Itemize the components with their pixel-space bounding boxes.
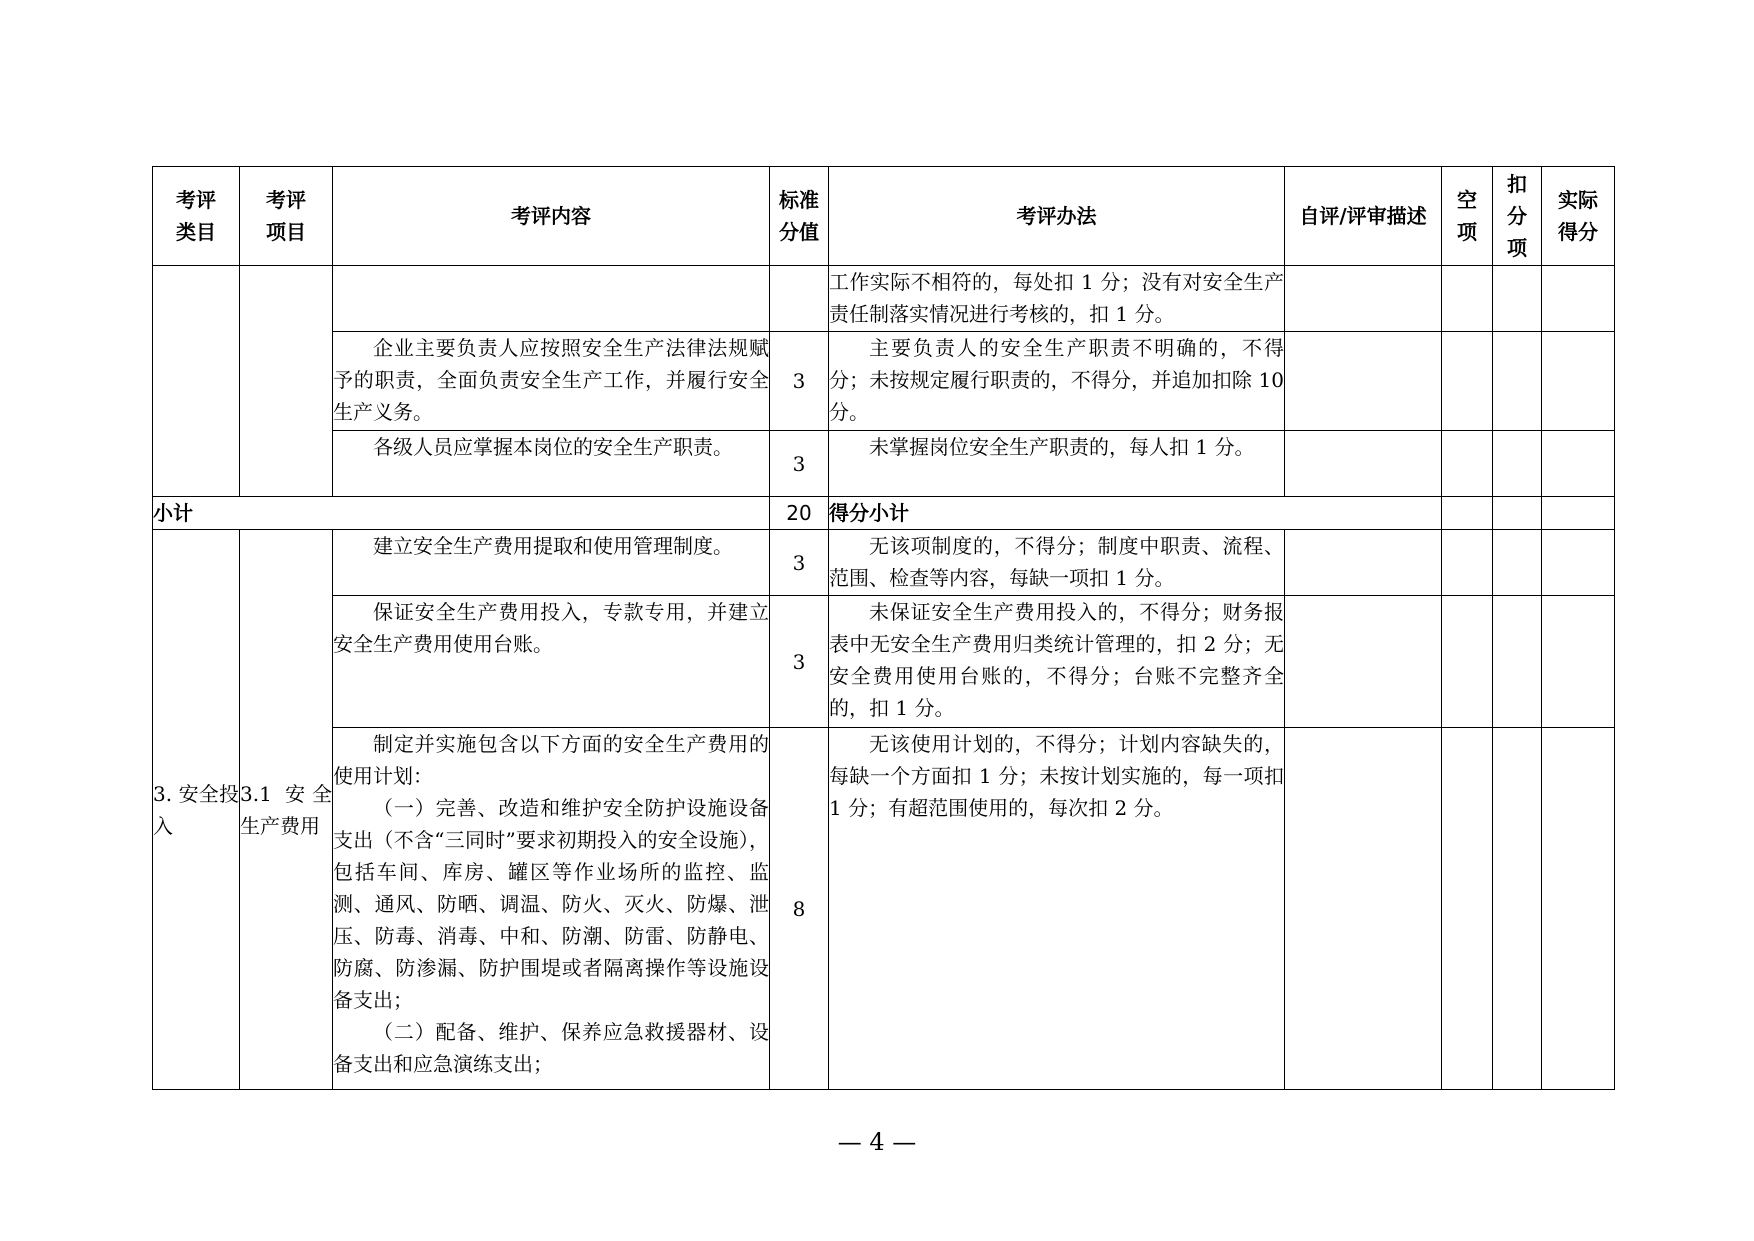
deduction-cell <box>1493 497 1542 530</box>
empty-item-cell <box>1442 332 1493 431</box>
deduction-cell <box>1493 332 1542 431</box>
content-cell: 建立安全生产费用提取和使用管理制度。 <box>333 530 770 596</box>
category-cell-prev <box>153 266 240 497</box>
deduction-cell <box>1493 596 1542 728</box>
deduction-cell <box>1493 266 1542 332</box>
self-review-cell <box>1285 332 1442 431</box>
header-actual-score: 实际得分 <box>1542 167 1615 266</box>
content-cell: 企业主要负责人应按照安全生产法律法规赋予的职责，全面负责安全生产工作，并履行安全生产义务。 <box>333 332 770 431</box>
score-cell: 3 <box>770 530 829 596</box>
self-review-cell <box>1285 728 1442 1090</box>
evaluation-table <box>152 166 1615 1090</box>
subtotal-method-label: 得分小计 <box>829 497 1442 530</box>
page-number: — 4 — <box>837 1128 917 1156</box>
header-method: 考评办法 <box>829 167 1285 266</box>
actual-score-cell <box>1542 530 1615 596</box>
header-deduction: 扣分项 <box>1493 167 1542 266</box>
score-cell <box>770 266 829 332</box>
self-review-cell <box>1285 431 1442 497</box>
score-cell: 8 <box>770 728 829 1090</box>
score-cell: 3 <box>770 431 829 497</box>
empty-item-cell <box>1442 266 1493 332</box>
deduction-cell <box>1493 530 1542 596</box>
subtotal-row <box>153 497 1615 530</box>
header-self-review: 自评/评审描述 <box>1285 167 1442 266</box>
header-content: 考评内容 <box>333 167 770 266</box>
actual-score-cell <box>1542 332 1615 431</box>
table-row <box>153 266 1615 332</box>
actual-score-cell <box>1542 431 1615 497</box>
header-score: 标准分值 <box>770 167 829 266</box>
subtotal-label: 小计 <box>153 497 770 530</box>
method-cell: 未保证安全生产费用投入的，不得分；财务报表中无安全生产费用归类统计管理的，扣 2 分；无安全费用使用台账的，不得分；台账不完整齐全的，扣 1 分。 <box>829 596 1285 728</box>
header-empty-item: 空项 <box>1442 167 1493 266</box>
empty-item-cell <box>1442 728 1493 1090</box>
self-review-cell <box>1285 530 1442 596</box>
empty-item-cell <box>1442 530 1493 596</box>
header-item: 考评项目 <box>240 167 333 266</box>
table-row <box>153 728 1615 1090</box>
score-cell: 3 <box>770 596 829 728</box>
self-review-cell <box>1285 596 1442 728</box>
item-cell: 3.1 安全生产费用 <box>240 530 333 1090</box>
table-row <box>153 431 1615 497</box>
actual-score-cell <box>1542 728 1615 1090</box>
method-cell: 无该项制度的，不得分；制度中职责、流程、范围、检查等内容，每缺一项扣 1 分。 <box>829 530 1285 596</box>
method-cell: 未掌握岗位安全生产职责的，每人扣 1 分。 <box>829 431 1285 497</box>
content-cell: 保证安全生产费用投入，专款专用，并建立安全生产费用使用台账。 <box>333 596 770 728</box>
deduction-cell <box>1493 728 1542 1090</box>
table-row <box>153 332 1615 431</box>
actual-score-cell <box>1542 596 1615 728</box>
item-cell-prev <box>240 266 333 497</box>
actual-score-cell <box>1542 266 1615 332</box>
content-cell: 各级人员应掌握本岗位的安全生产职责。 <box>333 431 770 497</box>
header-category: 考评类目 <box>153 167 240 266</box>
self-review-cell <box>1285 266 1442 332</box>
empty-item-cell <box>1442 596 1493 728</box>
empty-item-cell <box>1442 431 1493 497</box>
empty-item-cell <box>1442 497 1493 530</box>
method-cell: 主要负责人的安全生产职责不明确的，不得分；未按规定履行职责的，不得分，并追加扣除 10 分。 <box>829 332 1285 431</box>
content-cell <box>333 266 770 332</box>
category-cell: 3. 安全投入 <box>153 530 240 1090</box>
table-row <box>153 530 1615 596</box>
subtotal-score: 20 <box>770 497 829 530</box>
deduction-cell <box>1493 431 1542 497</box>
header-row <box>153 167 1615 266</box>
method-cell: 工作实际不相符的，每处扣 1 分；没有对安全生产责任制落实情况进行考核的，扣 1 分。 <box>829 266 1285 332</box>
score-cell: 3 <box>770 332 829 431</box>
content-cell: 制定并实施包含以下方面的安全生产费用的使用计划： （一）完善、改造和维护安全防护设施设备支出（不含“三同时”要求初期投入的安全设施），包括车间、库房、罐区等作业场所的监控、监测、通风、防晒、调温、防火、灭火、防爆、泄压、防毒、消毒、中和、防潮、防雷、防静电、防腐、防渗漏、防护围堤或者隔离操作等设施设备支出； （二）配备、维护、保养应急救援器材、设备支出和应急演练支出； <box>333 728 770 1090</box>
actual-score-cell <box>1542 497 1615 530</box>
method-cell: 无该使用计划的，不得分；计划内容缺失的，每缺一个方面扣 1 分；未按计划实施的，每一项扣 1 分；有超范围使用的，每次扣 2 分。 <box>829 728 1285 1090</box>
table-row <box>153 596 1615 728</box>
